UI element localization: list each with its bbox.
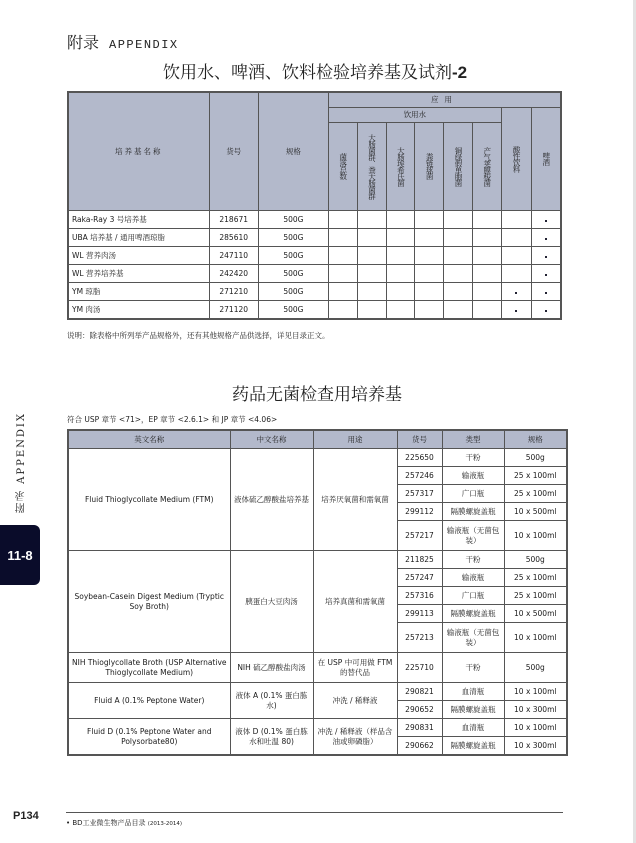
application-cell (328, 282, 357, 300)
application-cell (444, 228, 473, 246)
chinese-name: 液体 A (0.1% 蛋白胨水) (230, 683, 313, 719)
catalog-number: 285610 (209, 228, 258, 246)
table1-title (163, 58, 467, 83)
medium-name: WL 营养肉汤 (68, 246, 209, 264)
appendix-label-cn: 附录 (67, 33, 100, 52)
application-cell (472, 210, 501, 228)
applicable-dot-icon (545, 274, 547, 276)
footer-catalog-name: • BD工业微生物产品目录 (66, 819, 146, 827)
spec: 500G (258, 300, 328, 319)
col-header-beer (531, 107, 561, 210)
application-cell (328, 300, 357, 319)
application-cell (501, 210, 531, 228)
application-cell (328, 228, 357, 246)
applicable-dot-icon (515, 310, 517, 312)
spec: 500g (504, 653, 567, 683)
compliance-note: 符合 USP 章节 <71>，EP 章节 <2.6.1> 和 JP 章节 <4.06> (67, 415, 278, 424)
application-cell (415, 210, 444, 228)
footer-divider (66, 812, 563, 813)
beverage-media-table (67, 91, 562, 320)
sub-label: 菌落总数 (338, 153, 348, 179)
application-cell (501, 282, 531, 300)
application-cell (357, 300, 386, 319)
application-cell (328, 210, 357, 228)
medium-name: YM 肉汤 (68, 300, 209, 319)
chinese-name: 液体硫乙醇酸盐培养基 (230, 449, 313, 551)
application-cell (415, 282, 444, 300)
catalog-number: 290831 (397, 719, 442, 737)
medium-name: WL 营养培养基 (68, 264, 209, 282)
sterility-media-table (67, 429, 568, 756)
application-cell (444, 210, 473, 228)
english-name: Fluid Thioglycollate Medium (FTM) (68, 449, 230, 551)
spec: 25 x 100ml (504, 569, 567, 587)
application-cell (472, 282, 501, 300)
table1-title-suffix: -2 (452, 63, 468, 82)
table-row (68, 228, 561, 246)
application-cell (472, 264, 501, 282)
catalog-number: 242420 (209, 264, 258, 282)
col-header-spec: 规格 (504, 430, 567, 449)
chinese-name: 胰蛋白大豆肉汤 (230, 551, 313, 653)
application-cell (357, 228, 386, 246)
package-type: 干粉 (442, 653, 504, 683)
chinese-name: 液体 D (0.1% 蛋白胨水和吐温 80) (230, 719, 313, 756)
spec: 500G (258, 282, 328, 300)
spec: 500G (258, 246, 328, 264)
application-cell (357, 210, 386, 228)
catalog-number: 257247 (397, 569, 442, 587)
catalog-number: 290652 (397, 701, 442, 719)
application-cell (444, 246, 473, 264)
application-cell (531, 282, 561, 300)
col-header-pseudomonas (444, 122, 473, 210)
english-name: Fluid D (0.1% Peptone Water and Polysorbate80) (68, 719, 230, 756)
col-header-catalog: 货号 (397, 430, 442, 449)
catalog-number: 211825 (397, 551, 442, 569)
spec: 10 x 100ml (504, 623, 567, 653)
medium-name: Raka-Ray 3 号培养基 (68, 210, 209, 228)
sub-label: 铜绿假单胞菌 (453, 146, 463, 186)
package-type: 输液瓶 (442, 467, 504, 485)
side-appendix-label: 附录 APPENDIX (16, 412, 27, 513)
catalog-number: 271120 (209, 300, 258, 319)
chinese-name: NIH 硫乙醇酸盐肉汤 (230, 653, 313, 683)
application-cell (501, 228, 531, 246)
spec: 10 x 300ml (504, 737, 567, 756)
col-header-total-colony (328, 122, 357, 210)
chapter-tab[interactable]: 11-8 (0, 525, 40, 585)
table-row (68, 246, 561, 264)
package-type: 隔膜螺旋盖瓶 (442, 503, 504, 521)
application-cell (501, 300, 531, 319)
col-header-name: 培养基名称 (68, 92, 209, 210)
table-row (68, 683, 567, 701)
usage: 冲洗 / 稀释液（样品含油或卵磷脂） (313, 719, 397, 756)
applicable-dot-icon (515, 292, 517, 294)
table-row (68, 551, 567, 569)
application-cell (444, 264, 473, 282)
col-header-acidic-beverage (501, 107, 531, 210)
col-header-clostridium (472, 122, 501, 210)
sub-label: 产气荚膜梭菌 (482, 146, 492, 186)
col-header-en-name: 英文名称 (68, 430, 230, 449)
application-cell (415, 228, 444, 246)
catalog-number: 257317 (397, 485, 442, 503)
application-cell (357, 246, 386, 264)
package-type: 广口瓶 (442, 587, 504, 605)
col-header-spec: 规格 (258, 92, 328, 210)
applicable-dot-icon (545, 238, 547, 240)
applicable-dot-icon (545, 256, 547, 258)
spec: 10 x 100ml (504, 683, 567, 701)
col-header-coliforms (357, 122, 386, 210)
col-header-type: 类型 (442, 430, 504, 449)
catalog-number: 247110 (209, 246, 258, 264)
application-cell (386, 264, 415, 282)
catalog-number: 290821 (397, 683, 442, 701)
applicable-dot-icon (545, 292, 547, 294)
application-cell (531, 228, 561, 246)
sub-label: 大肠埃希氏菌 (396, 146, 406, 186)
application-cell (472, 228, 501, 246)
application-cell (531, 300, 561, 319)
catalog-number: 257213 (397, 623, 442, 653)
appendix-header (67, 30, 179, 53)
application-cell (328, 246, 357, 264)
sub-label: 粪链球菌 (425, 153, 435, 179)
table-row (68, 449, 567, 467)
spec: 500G (258, 228, 328, 246)
table1-title-text: 饮用水、啤酒、饮料检验培养基及试剂 (163, 63, 452, 83)
table-row (68, 653, 567, 683)
package-type: 血清瓶 (442, 683, 504, 701)
package-type: 血清瓶 (442, 719, 504, 737)
table-row (68, 719, 567, 737)
spec: 500g (504, 551, 567, 569)
english-name: NIH Thioglycollate Broth (USP Alternative Thioglycollate Medium) (68, 653, 230, 683)
appendix-label-en: APPENDIX (109, 38, 179, 52)
application-cell (386, 282, 415, 300)
application-cell (357, 282, 386, 300)
application-cell (386, 228, 415, 246)
application-cell (472, 300, 501, 319)
english-name: Soybean-Casein Digest Medium (Tryptic Soy Broth) (68, 551, 230, 653)
catalog-number: 218671 (209, 210, 258, 228)
medium-name: YM 琼脂 (68, 282, 209, 300)
spec: 500g (504, 449, 567, 467)
spec: 10 x 100ml (504, 719, 567, 737)
spec: 500G (258, 210, 328, 228)
catalog-number: 299112 (397, 503, 442, 521)
application-cell (386, 300, 415, 319)
spec: 500G (258, 264, 328, 282)
usage: 培养厌氧菌和需氧菌 (313, 449, 397, 551)
application-cell (328, 264, 357, 282)
col-header-fecal-strep (415, 122, 444, 210)
package-type: 输液瓶 (442, 569, 504, 587)
application-cell (531, 210, 561, 228)
package-type: 广口瓶 (442, 485, 504, 503)
table2-title: 药品无菌检查用培养基 (232, 385, 402, 405)
medium-name: UBA 培养基 / 通用啤酒琼脂 (68, 228, 209, 246)
catalog-number: 257316 (397, 587, 442, 605)
col-header-drinking-water: 饮用水 (328, 107, 501, 122)
applicable-dot-icon (545, 220, 547, 222)
catalog-number: 257217 (397, 521, 442, 551)
application-cell (386, 246, 415, 264)
col-header-ecoli (386, 122, 415, 210)
application-cell (444, 300, 473, 319)
package-type: 干粉 (442, 551, 504, 569)
spec: 25 x 100ml (504, 485, 567, 503)
spec: 25 x 100ml (504, 467, 567, 485)
catalog-number: 225710 (397, 653, 442, 683)
table-row (68, 210, 561, 228)
footer-years: (2013-2014) (147, 821, 183, 827)
application-cell (357, 264, 386, 282)
table-row (68, 282, 561, 300)
package-type: 隔膜螺旋盖瓶 (442, 701, 504, 719)
catalog-number: 225650 (397, 449, 442, 467)
sub-label: 大肠菌群、粪大肠菌群 (367, 133, 377, 199)
spec: 25 x 100ml (504, 587, 567, 605)
usage: 在 USP 中可用做 FTM 的替代品 (313, 653, 397, 683)
application-cell (501, 246, 531, 264)
spec: 10 x 100ml (504, 521, 567, 551)
application-cell (531, 264, 561, 282)
col-header-use: 用途 (313, 430, 397, 449)
application-cell (501, 264, 531, 282)
package-type: 隔膜螺旋盖瓶 (442, 737, 504, 756)
application-cell (386, 210, 415, 228)
package-type: 干粉 (442, 449, 504, 467)
beer-label: 啤酒 (541, 152, 551, 165)
page-number: P134 (13, 810, 39, 822)
catalog-number: 257246 (397, 467, 442, 485)
usage: 冲洗 / 稀释液 (313, 683, 397, 719)
english-name: Fluid A (0.1% Peptone Water) (68, 683, 230, 719)
application-cell (472, 246, 501, 264)
table1-note: 说明：除表格中所列举产品规格外，还有其他规格产品供选择，详见目录正文。 (67, 331, 330, 340)
table-row (68, 300, 561, 319)
table-row (68, 264, 561, 282)
acidic-beverage-label: 酸性饮料 (512, 145, 522, 172)
application-cell (415, 300, 444, 319)
col-header-catalog: 货号 (209, 92, 258, 210)
catalog-number: 271210 (209, 282, 258, 300)
package-type: 输液瓶（无菌包装） (442, 521, 504, 551)
catalog-number: 299113 (397, 605, 442, 623)
spec: 10 x 300ml (504, 701, 567, 719)
application-cell (444, 282, 473, 300)
package-type: 输液瓶（无菌包装） (442, 623, 504, 653)
application-cell (531, 246, 561, 264)
spec: 10 x 500ml (504, 605, 567, 623)
application-cell (415, 264, 444, 282)
footer-catalog-title (66, 818, 182, 828)
spec: 10 x 500ml (504, 503, 567, 521)
col-header-application: 应用 (328, 92, 561, 107)
package-type: 隔膜螺旋盖瓶 (442, 605, 504, 623)
applicable-dot-icon (545, 310, 547, 312)
col-header-cn-name: 中文名称 (230, 430, 313, 449)
usage: 培养真菌和需氧菌 (313, 551, 397, 653)
catalog-number: 290662 (397, 737, 442, 756)
application-cell (415, 246, 444, 264)
